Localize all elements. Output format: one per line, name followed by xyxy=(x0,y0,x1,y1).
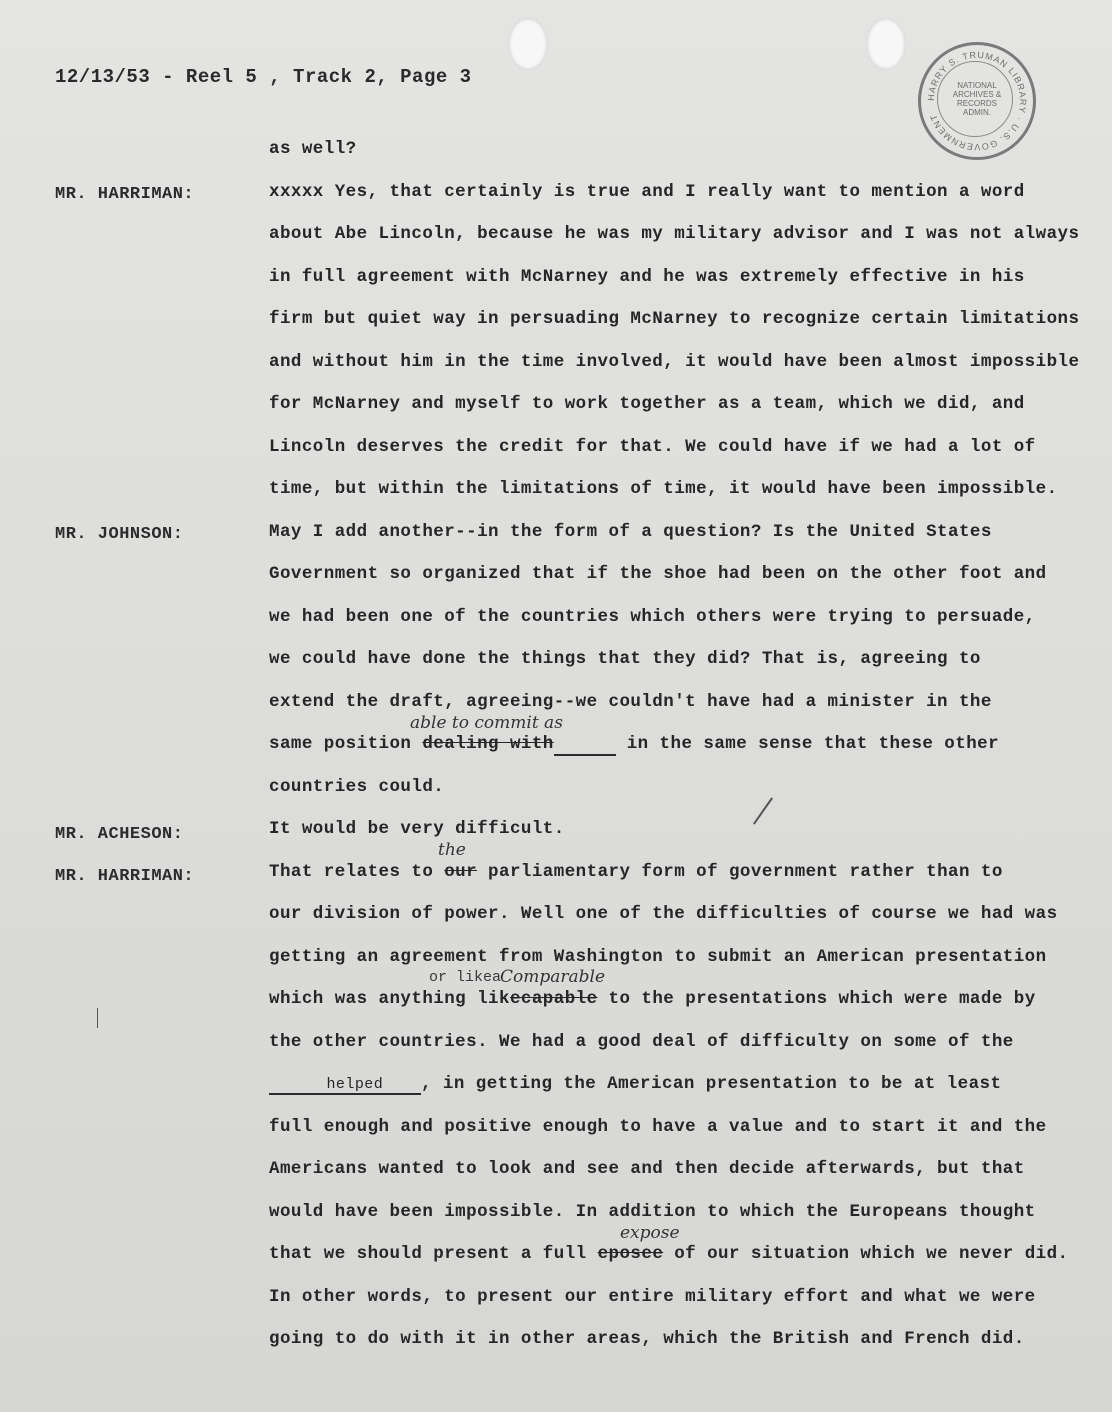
body-line: would have been impossible. In addition to which the Europeans thought xyxy=(269,1202,1036,1222)
typed-insertion: or likea xyxy=(429,969,502,986)
body-line: the other countries. We had a good deal of difficulty on some of the xyxy=(269,1032,1014,1052)
typed-insertion: helped xyxy=(326,1076,384,1093)
body-line-edited: That relates to our parliamentary form of government rather than to xyxy=(269,862,1003,882)
body-line: firm but quiet way in persuading McNarney to recognize certain limitations xyxy=(269,309,1080,329)
stamp-center-line: NATIONAL xyxy=(957,81,997,90)
handwritten-correction: expose xyxy=(620,1223,680,1243)
body-line: Lincoln deserves the credit for that. We could have if we had a lot of xyxy=(269,437,1036,457)
body-line: countries could. xyxy=(269,777,445,797)
body-line: In other words, to present our entire military effort and what we were xyxy=(269,1287,1036,1307)
handwritten-correction: Comparable xyxy=(500,967,606,987)
body-line-edited: same position dealing with in the same sense that these other xyxy=(269,734,1000,754)
body-line: we could have done the things that they did? That is, agreeing to xyxy=(269,649,981,669)
struck-text: eposee xyxy=(597,1244,664,1264)
body-line: time, but within the limitations of time, it would have been impossible. xyxy=(269,479,1058,499)
body-line: in full agreement with McNarney and he was extremely effective in his xyxy=(269,267,1025,287)
body-line: It would be very difficult. xyxy=(269,819,565,839)
body-line-edited: which was anything likecapable to the presentations which were made by xyxy=(269,989,1036,1009)
handwritten-correction: the xyxy=(438,840,466,860)
body-line: May I add another--in the form of a question? Is the United States xyxy=(269,522,992,542)
body-line: we had been one of the countries which others were trying to persuade, xyxy=(269,607,1036,627)
body-line: our division of power. Well one of the difficulties of course we had was xyxy=(269,904,1058,924)
speaker-harriman: MR. HARRIMAN: xyxy=(55,185,195,204)
struck-text: ecapable xyxy=(509,989,598,1009)
body-line: for McNarney and myself to work together as a team, which we did, and xyxy=(269,394,1025,414)
body-line-edited: helped , in getting the American presentation to be at least xyxy=(269,1074,1001,1095)
body-line: going to do with it in other areas, which the British and French did. xyxy=(269,1329,1025,1349)
body-line: Americans wanted to look and see and then decide afterwards, but that xyxy=(269,1159,1025,1179)
punch-hole xyxy=(508,18,548,70)
speaker-acheson: MR. ACHESON: xyxy=(55,825,184,844)
archive-stamp xyxy=(918,42,1036,160)
pen-mark xyxy=(753,797,773,824)
body-line: Government so organized that if the shoe had been on the other foot and xyxy=(269,564,1047,584)
pen-mark xyxy=(97,1008,98,1028)
speaker-harriman-2: MR. HARRIMAN: xyxy=(55,867,195,886)
speaker-johnson: MR. JOHNSON: xyxy=(55,525,184,544)
page-header: 12/13/53 - Reel 5 , Track 2, Page 3 xyxy=(55,66,472,88)
punch-hole xyxy=(866,18,906,70)
stamp-ring-text: HARRY S. TRUMAN LIBRARY · U.S. GOVERNMENT xyxy=(925,49,1029,153)
body-line-edited: that we should present a full eposee of our situation which we never did. xyxy=(269,1244,1069,1264)
struck-text: dealing with xyxy=(422,734,554,754)
body-line: full enough and positive enough to have a value and to start it and the xyxy=(269,1117,1047,1137)
body-line: as well? xyxy=(269,139,357,159)
body-line: about Abe Lincoln, because he was my military advisor and I was not always xyxy=(269,224,1080,244)
stamp-center-line: ARCHIVES & xyxy=(952,90,1002,99)
handwritten-correction: able to commit as xyxy=(410,713,563,733)
body-line: getting an agreement from Washington to submit an American presentation xyxy=(269,947,1047,967)
stamp-center-line: RECORDS xyxy=(956,99,997,108)
blank-line xyxy=(554,734,616,756)
struck-text: our xyxy=(444,862,478,882)
body-line: extend the draft, agreeing--we couldn't have had a minister in the xyxy=(269,692,992,712)
body-line: and without him in the time involved, it would have been almost impossible xyxy=(269,352,1080,372)
stamp-center-line: ADMIN. xyxy=(963,108,991,117)
body-line: xxxxx Yes, that certainly is true and I really want to mention a word xyxy=(269,182,1025,202)
